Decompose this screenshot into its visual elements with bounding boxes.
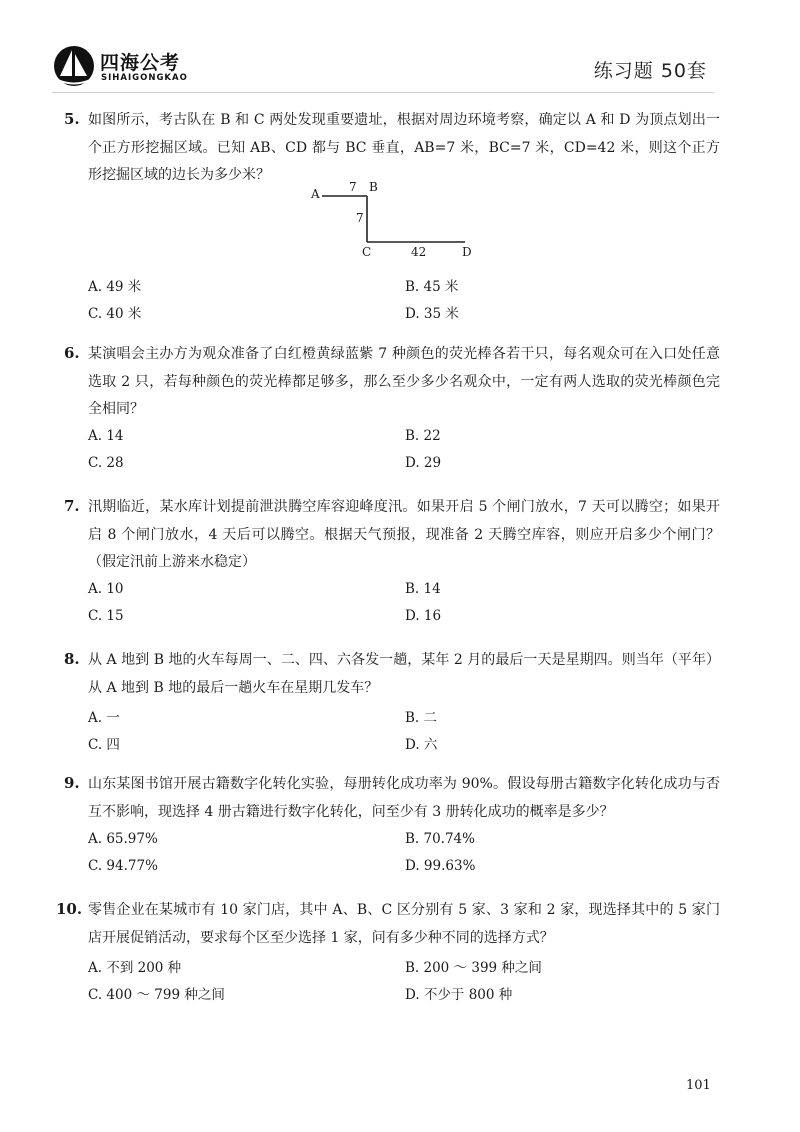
- question-text: 山东某图书馆开展古籍数字化转化实验，每册转化成功率为 90%。假设每册古籍数字化转化成功与否互不影响，现选择 4 册古籍进行数字化转化，问至少有 3 册转化成功的概率是多少？: [88, 776, 720, 820]
- option-c: C. 15: [88, 608, 124, 624]
- logo-pinyin-text: SIHAIGONGKAO: [101, 73, 188, 83]
- option-c: C. 94.77%: [88, 858, 158, 874]
- question-number: 8.: [64, 650, 80, 668]
- option-d: D. 六: [405, 737, 438, 753]
- label-ab-length: 7: [349, 180, 357, 194]
- option-b: B. 14: [405, 581, 441, 597]
- practice-set-title: 练习题 50套: [593, 60, 707, 82]
- question-text: 从 A 地到 B 地的火车每周一、二、四、六各发一趟，某年 2 月的最后一天是星期四。则当年（平年）从 A 地到 B 地的最后一趟火车在星期几发车？: [88, 652, 720, 696]
- option-b: B. 200 ～ 399 种之间: [405, 960, 542, 976]
- question-text: 零售企业在某城市有 10 家门店，其中 A、B、C 区分别有 5 家、3 家和 2 家，现选择其中的 5 家门店开展促销活动，要求每个区至少选择 1 家，问有多少种不同的选择方式？: [88, 902, 720, 946]
- option-d: D. 不少于 800 种: [405, 987, 513, 1003]
- option-c: C. 40 米: [88, 306, 142, 322]
- header-divider: [52, 92, 714, 93]
- question-number: 9.: [64, 774, 80, 792]
- label-a: A: [311, 187, 320, 201]
- geometry-figure: [300, 178, 480, 263]
- option-b: B. 70.74%: [405, 831, 475, 847]
- option-d: D. 35 米: [405, 306, 459, 322]
- page-header: [0, 0, 800, 100]
- option-a: A. 65.97%: [88, 831, 158, 847]
- publisher-logo: [52, 44, 212, 94]
- option-c: C. 400 ～ 799 种之间: [88, 987, 225, 1003]
- option-d: D. 99.63%: [405, 858, 476, 874]
- question-text: 如图所示，考古队在 B 和 C 两处发现重要遗址，根据对周边环境考察，确定以 A 和 D 为顶点划出一个正方形挖掘区域。已知 AB、CD 都与 BC 垂直，AB=7 米，BC=7 米，CD=42 米，则这个正方形挖掘区域的边长为多少米？: [88, 112, 720, 183]
- question-number: 6.: [64, 344, 80, 362]
- option-b: B. 45 米: [405, 279, 459, 295]
- figure-lines: [300, 178, 480, 263]
- option-a: A. 49 米: [88, 279, 142, 295]
- option-c: C. 四: [88, 737, 120, 753]
- label-d: D: [462, 245, 472, 259]
- option-b: B. 22: [405, 428, 441, 444]
- option-d: D. 29: [405, 455, 442, 471]
- label-bc-length: 7: [356, 211, 364, 225]
- label-b: B: [369, 180, 378, 194]
- option-a: A. 一: [88, 710, 120, 726]
- label-cd-length: 42: [411, 245, 427, 259]
- option-b: B. 二: [405, 710, 438, 726]
- question-number: 10.: [56, 900, 83, 918]
- option-a: A. 10: [88, 581, 124, 597]
- question-text: 汛期临近，某水库计划提前泄洪腾空库容迎峰度汛。如果开启 5 个闸门放水，7 天可以腾空；如果开启 8 个闸门放水，4 天后可以腾空。根据天气预报，现准备 2 天腾空库容，则应开启多少个闸门？（假定汛前上游来水稳定）: [88, 499, 720, 570]
- option-c: C. 28: [88, 455, 124, 471]
- option-a: A. 不到 200 种: [88, 960, 182, 976]
- label-c: C: [362, 245, 372, 259]
- logo-chinese-text: 四海公考: [100, 52, 181, 74]
- page-number: 101: [686, 1078, 711, 1093]
- question-number: 7.: [64, 497, 80, 515]
- option-d: D. 16: [405, 608, 442, 624]
- question-text: 某演唱会主办方为观众准备了白红橙黄绿蓝紫 7 种颜色的荧光棒各若干只，每名观众可在入口处任意选取 2 只，若每种颜色的荧光棒都足够多，那么至少多少名观众中，一定有两人选取的荧光棒颜色完全相同？: [88, 346, 720, 417]
- sailboat-logo-icon: [52, 44, 96, 88]
- question-number: 5.: [64, 110, 80, 128]
- option-a: A. 14: [88, 428, 124, 444]
